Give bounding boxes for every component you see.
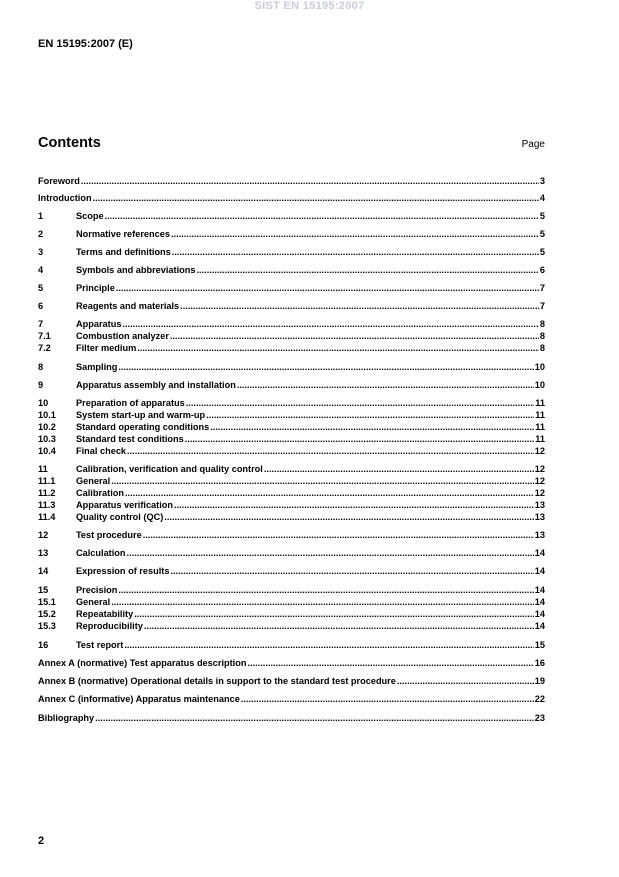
toc-entry[interactable] [38, 362, 545, 373]
toc-entry[interactable] [38, 343, 545, 354]
toc-dot-leader [143, 530, 534, 541]
toc-entry-page: 11 [535, 398, 545, 408]
toc-entry[interactable] [38, 488, 545, 499]
toc-dot-leader [185, 434, 535, 445]
toc-entry-title: Introduction [38, 193, 92, 203]
toc-dot-leader [186, 398, 535, 409]
toc-entry[interactable] [38, 229, 545, 240]
toc-entry-page: 7 [539, 283, 545, 293]
toc-entry-page: 3 [539, 176, 545, 186]
toc-entry-number: 8 [38, 362, 44, 372]
toc-entry-number: 7 [38, 319, 44, 329]
toc-dot-leader [237, 380, 534, 391]
toc-entry-title: Apparatus assembly and installation [76, 380, 236, 390]
toc-entry[interactable] [38, 301, 545, 312]
toc-entry-number: 10.1 [38, 410, 56, 420]
toc-dot-leader [170, 566, 533, 577]
toc-entry-title: Annex C (informative) Apparatus maintenance [38, 694, 240, 704]
toc-entry-page: 12 [534, 446, 545, 456]
toc-entry-page: 12 [534, 488, 545, 498]
toc-entry-title: Filter medium [76, 343, 137, 353]
toc-entry-page: 14 [534, 621, 545, 631]
toc-dot-leader [116, 283, 539, 294]
toc-dot-leader [93, 193, 539, 204]
toc-entry[interactable] [38, 464, 545, 475]
toc-entry-title: Precision [76, 585, 118, 595]
toc-entry[interactable] [38, 566, 545, 577]
toc-entry-title: Test report [76, 640, 124, 650]
toc-dot-leader [111, 597, 534, 608]
toc-entry-page: 6 [539, 265, 545, 275]
toc-entry-page: 8 [539, 319, 545, 329]
toc-entry[interactable] [38, 434, 545, 445]
toc-entry-title: System start-up and warm-up [76, 410, 206, 420]
toc-entry-number: 7.1 [38, 331, 51, 341]
toc-entry-page: 5 [539, 211, 545, 221]
toc-entry-title: Combustion analyzer [76, 331, 169, 341]
toc-entry[interactable] [38, 609, 545, 620]
toc-entry[interactable] [38, 176, 545, 187]
toc-entry[interactable] [38, 380, 545, 391]
toc-entry-number: 7.2 [38, 343, 51, 353]
toc-entry-title: Annex A (normative) Test apparatus description [38, 658, 247, 668]
toc-dot-leader [196, 265, 538, 276]
toc-entry[interactable] [38, 530, 545, 541]
toc-entry-page: 13 [534, 530, 545, 540]
toc-entry-page: 14 [534, 548, 545, 558]
toc-entry-number: 9 [38, 380, 44, 390]
toc-dot-leader [118, 585, 533, 596]
toc-entry-number: 6 [38, 301, 44, 311]
toc-entry-title: Principle [76, 283, 115, 293]
toc-entry-page: 10 [534, 362, 545, 372]
toc-entry-title: General [76, 476, 111, 486]
toc-entry-page: 11 [535, 410, 545, 420]
toc-dot-leader [105, 211, 539, 222]
toc-entry[interactable] [38, 585, 545, 596]
toc-entry-title: Quality control (QC) [76, 512, 164, 522]
toc-entry[interactable] [38, 331, 545, 342]
toc-entry-number: 15.2 [38, 609, 56, 619]
toc-dot-leader [125, 488, 534, 499]
toc-entry-number: 15 [38, 585, 49, 595]
toc-entry-page: 12 [534, 464, 545, 474]
toc-dot-leader [81, 176, 539, 187]
toc-entry-title: Terms and definitions [76, 247, 171, 257]
toc-entry-number: 10 [38, 398, 49, 408]
toc-entry-number: 1 [38, 211, 44, 221]
toc-entry-number: 13 [38, 548, 49, 558]
toc-entry-title: Foreword [38, 176, 80, 186]
toc-dot-leader [241, 694, 534, 705]
toc-dot-leader [171, 229, 539, 240]
toc-dot-leader [144, 621, 534, 632]
toc-entry-number: 15.1 [38, 597, 56, 607]
toc-entry-page: 13 [534, 512, 545, 522]
toc-entry[interactable] [38, 319, 545, 330]
toc-entry[interactable] [38, 410, 545, 421]
toc-entry-number: 11.4 [38, 512, 56, 522]
document-id: EN 15195:2007 (E) [38, 38, 133, 50]
toc-entry[interactable] [38, 548, 545, 559]
toc-entry-number: 4 [38, 265, 44, 275]
toc-dot-leader [247, 658, 533, 669]
toc-entry-page: 8 [539, 343, 545, 353]
toc-dot-leader [397, 676, 534, 687]
toc-entry-title: Annex B (normative) Operational details in support to the standard test procedure [38, 676, 396, 686]
toc-dot-leader [180, 301, 539, 312]
toc-entry-title: Symbols and abbreviations [76, 265, 196, 275]
toc-entry-title: Repeatability [76, 609, 134, 619]
watermark: SIST EN 15195:2007 [254, 0, 365, 12]
page-column-label: Page [521, 139, 545, 150]
toc-entry-page: 11 [535, 434, 545, 444]
toc-dot-leader [170, 331, 539, 342]
toc-entry[interactable] [38, 500, 545, 511]
page-number: 2 [38, 835, 45, 847]
toc-dot-leader [134, 609, 534, 620]
toc-entry-title: Preparation of apparatus [76, 398, 185, 408]
toc-entry-number: 5 [38, 283, 44, 293]
toc-entry[interactable] [38, 658, 545, 669]
toc-entry-number: 11.2 [38, 488, 56, 498]
toc-dot-leader [210, 422, 534, 433]
toc-entry[interactable] [38, 265, 545, 276]
toc-entry-title: Test procedure [76, 530, 142, 540]
toc-dot-leader [111, 476, 534, 487]
toc-entry[interactable] [38, 694, 545, 705]
toc-entry-title: General [76, 597, 111, 607]
toc-dot-leader [264, 464, 534, 475]
toc-entry-page: 8 [539, 331, 545, 341]
toc-entry-number: 12 [38, 530, 49, 540]
toc-entry[interactable] [38, 446, 545, 457]
toc-dot-leader [124, 640, 533, 651]
toc-entry[interactable] [38, 476, 545, 487]
toc-entry-page: 14 [534, 609, 545, 619]
toc-entry-title: Calibration, verification and quality control [76, 464, 263, 474]
toc-entry[interactable] [38, 676, 545, 687]
toc-entry-page: 16 [534, 658, 545, 668]
toc-dot-leader [95, 713, 534, 724]
toc-entry[interactable] [38, 211, 545, 222]
toc-entry-title: Bibliography [38, 713, 95, 723]
toc-entry-page: 4 [539, 193, 545, 203]
toc-entry-title: Sampling [76, 362, 118, 372]
toc-dot-leader [122, 319, 538, 330]
toc-entry-number: 11 [38, 464, 48, 474]
toc-entry-title: Apparatus verification [76, 500, 174, 510]
toc-dot-leader [127, 548, 534, 559]
toc-entry-page: 19 [534, 676, 545, 686]
toc-dot-leader [127, 446, 534, 457]
toc-entry[interactable] [38, 247, 545, 258]
toc-entry-title: Reagents and materials [76, 301, 180, 311]
toc-entry-page: 23 [534, 713, 545, 723]
toc-entry[interactable] [38, 597, 545, 608]
toc-entry[interactable] [38, 512, 545, 523]
toc-dot-leader [174, 500, 534, 511]
toc-entry-page: 15 [534, 640, 545, 650]
toc-dot-leader [172, 247, 539, 258]
toc-entry[interactable] [38, 640, 545, 651]
toc-entry-page: 14 [534, 597, 545, 607]
toc-entry-page: 13 [534, 500, 545, 510]
toc-entry[interactable] [38, 713, 545, 724]
toc-dot-leader [164, 512, 533, 523]
toc-entry-title: Standard operating conditions [76, 422, 210, 432]
toc-entry-number: 10.2 [38, 422, 56, 432]
contents-heading: Contents [38, 135, 101, 151]
toc-entry-page: 5 [539, 247, 545, 257]
toc-entry-page: 14 [534, 566, 545, 576]
toc-entry-page: 14 [534, 585, 545, 595]
toc-entry-number: 2 [38, 229, 44, 239]
toc-entry-number: 3 [38, 247, 44, 257]
toc-entry-number: 15.3 [38, 621, 56, 631]
toc-entry-title: Expression of results [76, 566, 170, 576]
toc-entry-page: 7 [539, 301, 545, 311]
toc-entry-number: 16 [38, 640, 49, 650]
toc-entry-number: 11.3 [38, 500, 56, 510]
toc-entry-title: Reproducibility [76, 621, 143, 631]
toc-entry-title: Scope [76, 211, 104, 221]
toc-entry-number: 11.1 [38, 476, 56, 486]
toc-entry[interactable] [38, 193, 545, 204]
toc-entry-page: 12 [534, 476, 545, 486]
toc-entry-page: 11 [535, 422, 545, 432]
toc-dot-leader [206, 410, 534, 421]
toc-entry-title: Final check [76, 446, 127, 456]
toc-entry[interactable] [38, 283, 545, 294]
toc-dot-leader [137, 343, 539, 354]
toc-entry-title: Normative references [76, 229, 170, 239]
toc-dot-leader [118, 362, 533, 373]
toc-entry-number: 10.3 [38, 434, 56, 444]
toc-entry-title: Apparatus [76, 319, 122, 329]
toc-entry[interactable] [38, 422, 545, 433]
toc-entry-title: Calibration [76, 488, 124, 498]
toc-entry-page: 10 [534, 380, 545, 390]
toc-entry[interactable] [38, 398, 545, 409]
table-of-contents [38, 0, 545, 877]
toc-entry-page: 5 [539, 229, 545, 239]
toc-entry[interactable] [38, 621, 545, 632]
toc-entry-number: 14 [38, 566, 49, 576]
toc-entry-title: Calculation [76, 548, 126, 558]
toc-entry-title: Standard test conditions [76, 434, 184, 444]
toc-entry-number: 10.4 [38, 446, 56, 456]
toc-entry-page: 22 [534, 694, 545, 704]
